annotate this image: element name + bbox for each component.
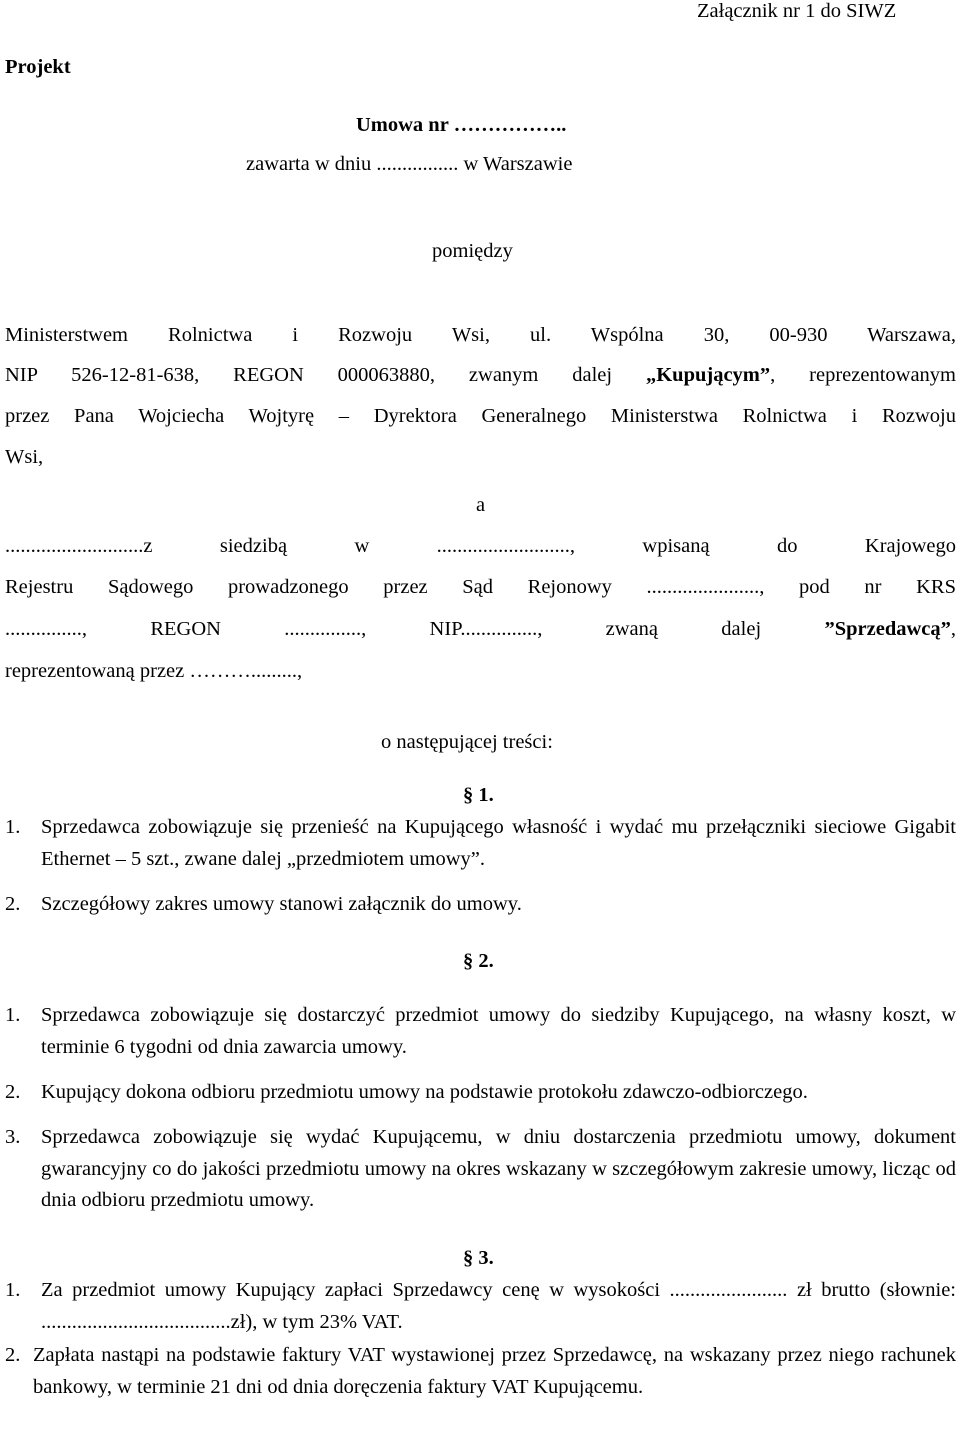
section-1-heading: § 1. xyxy=(463,784,494,806)
section-3-item-2-number: 2. xyxy=(5,1344,21,1366)
section-1-item-1-number: 1. xyxy=(5,816,21,838)
seller-line-1: ...........................z siedzibą w .........................., wpisaną do Krajowego xyxy=(5,535,956,557)
buyer-line-4: Wsi, xyxy=(5,446,44,468)
section-2-item-1-text: Sprzedawca zobowiązuje się dostarczyć przedmiot umowy do siedziby Kupującego, na własny koszt, w terminie 6 tygodni od dnia zawarcia umowy. xyxy=(41,1004,956,1058)
contract-date-place: zawarta w dniu ................ w Warszawie xyxy=(246,153,573,175)
contract-number: Umowa nr …………….. xyxy=(356,114,567,136)
buyer-line-1: Ministerstwem Rolnictwa i Rozwoju Wsi, ul. Wspólna 30, 00-930 Warszawa, xyxy=(5,324,956,346)
seller-line-3-end: , xyxy=(950,618,956,640)
attachment-label: Załącznik nr 1 do SIWZ xyxy=(697,0,897,22)
buyer-line-2 xyxy=(5,364,956,394)
seller-line-2: Rejestru Sądowego prowadzonego przez Sąd Rejonowy ......................, pod nr KRS xyxy=(5,576,956,598)
section-3-item-2-text: Zapłata nastąpi na podstawie faktury VAT wystawionej przez Sprzedawcę, na wskazany przez niego rachunek bankowy, w terminie 21 dni od dnia doręczenia faktury VAT Kupującemu. xyxy=(33,1344,956,1398)
section-2-heading: § 2. xyxy=(463,950,494,972)
section-2-item-2-text: Kupujący dokona odbioru przedmiotu umowy na podstawie protokołu zdawczo-odbiorczego. xyxy=(41,1081,808,1103)
section-3-heading: § 3. xyxy=(463,1247,494,1269)
buyer-line-2-text: NIP 526-12-81-638, REGON 000063880, zwanym dalej xyxy=(5,364,646,386)
content-intro: o następującej treści: xyxy=(381,731,553,753)
buyer-line-2-end: , reprezentowanym xyxy=(770,364,956,386)
section-2-item-3-number: 3. xyxy=(5,1126,21,1148)
section-2-item-1-number: 1. xyxy=(5,1004,21,1026)
seller-line-3-text: ..............., REGON ..............., NIP..............., zwaną dalej xyxy=(5,618,825,640)
section-3-item-1-text: Za przedmiot umowy Kupujący zapłaci Sprzedawcy cenę w wysokości ....................... zł brutto (słownie: .....................................zł), w tym 23% VAT. xyxy=(41,1279,956,1333)
and-label: a xyxy=(476,494,486,516)
buyer-line-3: przez Pana Wojciecha Wojtyrę – Dyrektora Generalnego Ministerstwa Rolnictwa i Rozwoju xyxy=(5,405,956,427)
buyer-alias: „Kupującym” xyxy=(645,364,771,386)
between-label: pomiędzy xyxy=(432,240,513,262)
section-2-item-3-text: Sprzedawca zobowiązuje się wydać Kupującemu, w dniu dostarczenia przedmiotu umowy, dokument gwarancyjny co do jakości przedmiotu umowy na okres wskazany w szczegółowym zakresie umowy, licząc od dnia odbioru przedmiotu umowy. xyxy=(41,1126,956,1211)
section-3-item-1-number: 1. xyxy=(5,1279,21,1301)
seller-alias: ”Sprzedawcą” xyxy=(824,618,951,640)
seller-line-4: reprezentowaną przez ………........., xyxy=(5,660,303,682)
section-1-item-2-text: Szczegółowy zakres umowy stanowi załącznik do umowy. xyxy=(41,893,522,915)
section-2-item-2-number: 2. xyxy=(5,1081,21,1103)
section-1-item-1-text: Sprzedawca zobowiązuje się przenieść na Kupującego własność i wydać mu przełączniki sieciowe Gigabit Ethernet – 5 szt., zwane dalej „przedmiotem umowy”. xyxy=(41,816,956,870)
seller-line-3 xyxy=(5,618,956,648)
section-1-item-2-number: 2. xyxy=(5,893,21,915)
project-label: Projekt xyxy=(5,56,71,78)
